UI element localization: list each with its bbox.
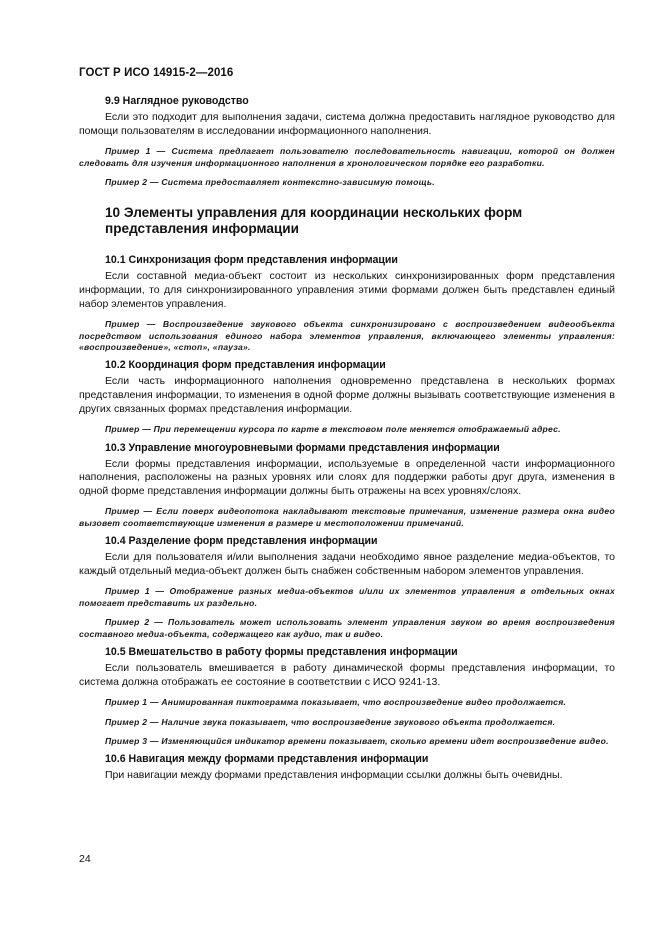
section-10-1-body: Если составной медиа-объект состоит из нескольких синхронизированных форм представления информации, то для синхронизированного управления этими формами должен быть представлен единый набор элементов управления. — [79, 270, 615, 310]
section-10-3-example: Пример — Если поверх видеопотока накладывают текстовые примечания, изменение размера окна видео вызовет соответствующие изменения в размере и местоположении примечаний. — [79, 506, 615, 528]
document-header: ГОСТ Р ИСО 14915-2—2016 — [79, 67, 234, 79]
section-10-5-title: 10.5 Вмешательство в работу формы представления информации — [105, 646, 458, 658]
section-10-2-example: Пример — При перемещении курсора по карте в текстовом поле меняется отображаемый адрес. — [105, 424, 561, 435]
section-10-4-body: Если для пользователя и/или выполнения задачи необходимо явное разделение медиа-объектов, то каждый отдельный медиа-объект должен быть снабжен собственным набором элементов управления. — [79, 551, 615, 577]
section-10-5-example-2: Пример 2 — Наличие звука показывает, что воспроизведение звукового объекта продолжается. — [105, 716, 556, 727]
page-number: 24 — [79, 853, 91, 865]
section-10-title: 10 Элементы управления для координации нескольких форм представления информации — [105, 205, 523, 237]
section-10-6-title: 10.6 Навигация между формами представления информации — [105, 753, 429, 766]
page-content — [79, 95, 615, 793]
section-10-3-title: 10.3 Управление многоуровневыми формами представления информации — [105, 441, 500, 454]
section-10-1-title: 10.1 Синхронизация форм представления информации — [105, 254, 398, 267]
section-10-4-example-1: Пример 1 — Отображение разных медиа-объектов и/или их элементов управления в отдельных окнах помогает представить их раздельно. — [79, 586, 615, 608]
section-10-5-body: Если пользователь вмешивается в работу динамической формы представления информации, то система должна отображать ее состояние в соответствии с ИСО 9241-13. — [79, 662, 615, 688]
section-10-1-example: Пример — Воспроизведение звукового объекта синхронизировано с воспроизведением видеообъекта посредством использования единого набора элементов управления, включающего элементы управления: «воспроизведение», «стоп», «пауза». — [79, 319, 615, 352]
section-10-3-body: Если формы представления информации, используемые в определенной части информационного наполнения, расположены на разных уровнях или слоях для поддержки работы друг друга, изменения в одной форме представления информации должны быть отражены на всех уровнях/слоях. — [79, 457, 615, 497]
section-10-2-title: 10.2 Координация форм представления информации — [105, 359, 386, 372]
section-10-5-example-3: Пример 3 — Изменяющийся индикатор времени показывает, сколько времени идет воспроизведение видео. — [105, 736, 609, 746]
section-10-4-title: 10.4 Разделение форм представления информации — [105, 535, 378, 548]
section-10-5-example-1: Пример 1 — Анимированная пиктограмма показывает, что воспроизведение видео продолжается. — [105, 697, 567, 708]
section-10-2-body: Если часть информационного наполнения одновременно представлена в нескольких формах представления информации, то изменения в одной форме должны вызывать соответствующие изменения в других связанных формах представления информации. — [79, 375, 615, 415]
section-9-9-example-1: Пример 1 — Система предлагает пользователю последовательность навигации, которой он должен следовать для изучения информационного наполнения в хронологическом порядке его разработки. — [79, 146, 615, 168]
section-10-6-body: При навигации между формами представления информации ссылки должны быть очевидны. — [105, 769, 563, 782]
section-9-9-body: Если это подходит для выполнения задачи, система должна предоставить наглядное руководство для помощи пользователям в исследовании информационного наполнения. — [79, 111, 615, 137]
section-9-9-example-2: Пример 2 — Система предоставляет контекстно-зависимую помощь. — [105, 177, 435, 187]
section-9-9-title: 9.9 Наглядное руководство — [105, 95, 249, 107]
section-10-4-example-2: Пример 2 — Пользователь может использовать элемент управления звуком во время воспроизведения составного медиа-объекта, содержащего как аудио, так и видео. — [79, 617, 615, 639]
